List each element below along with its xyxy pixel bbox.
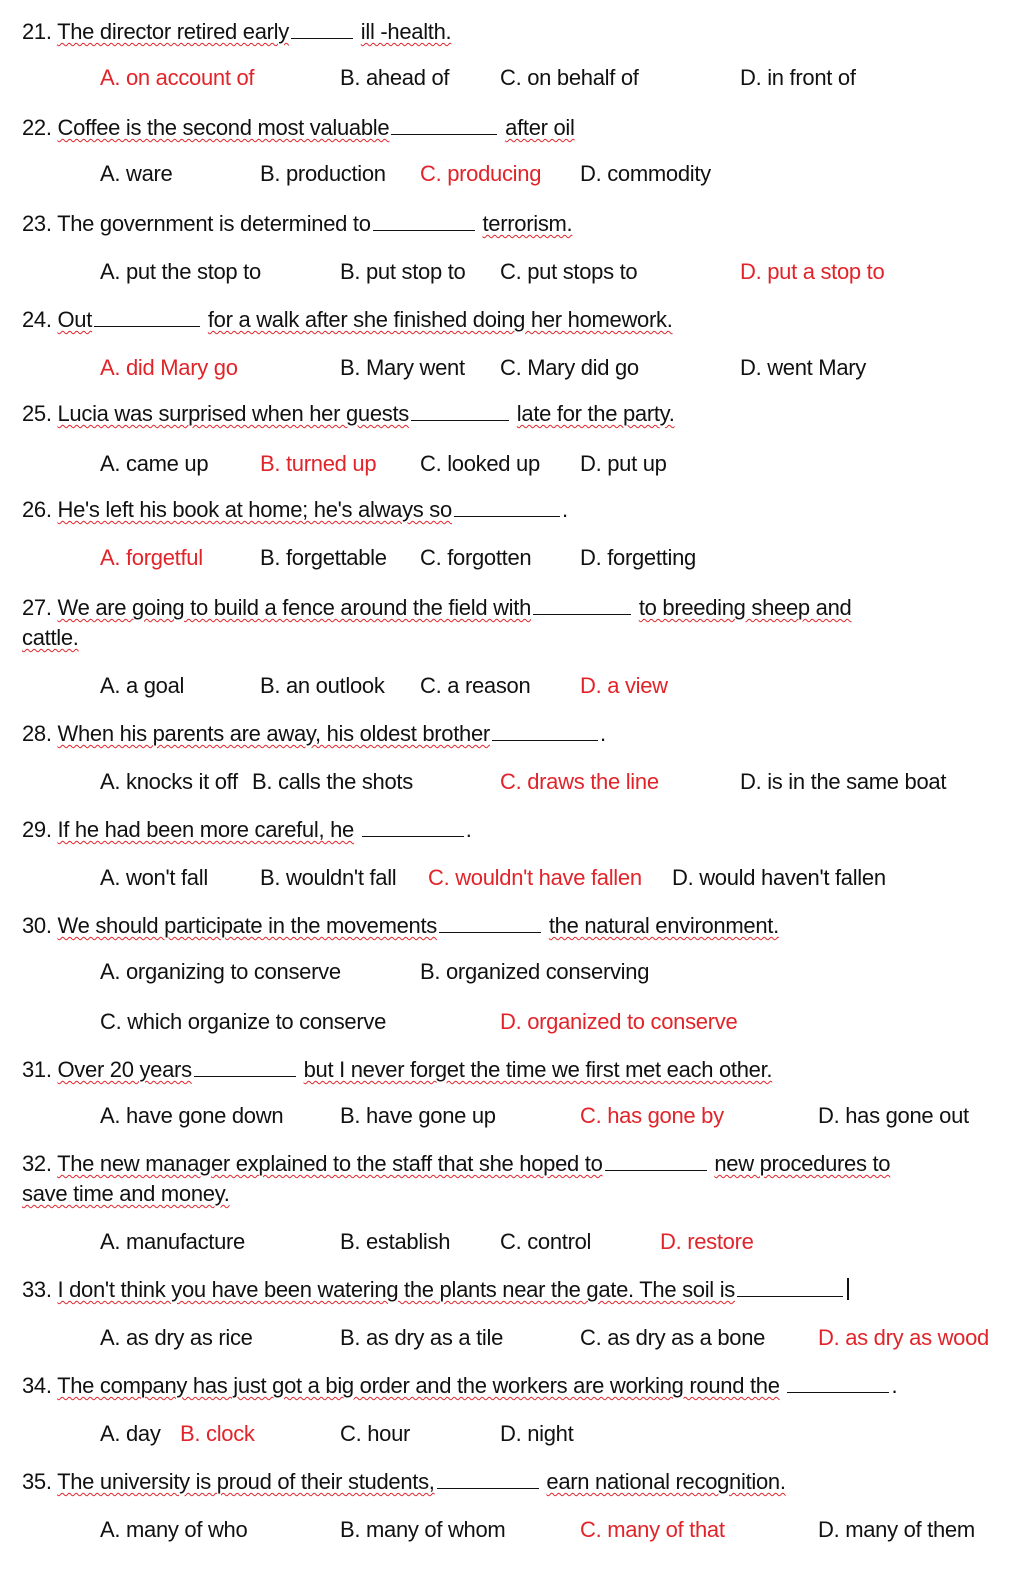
question-cont: save time and money. bbox=[22, 1181, 230, 1206]
question-number: 27. bbox=[22, 595, 52, 620]
question-23 bbox=[22, 210, 572, 238]
question-tail: . bbox=[465, 817, 472, 842]
option-34-b: B. clock bbox=[180, 1421, 255, 1446]
question-27 bbox=[22, 594, 852, 622]
option-30-c: C. which organize to conserve bbox=[100, 1009, 387, 1034]
question-number: 35. bbox=[22, 1469, 52, 1494]
question-34 bbox=[22, 1372, 897, 1400]
option-35-c: C. many of that bbox=[580, 1517, 725, 1542]
option-21-b: B. ahead of bbox=[340, 65, 450, 90]
question-stem: If he had been more careful, he bbox=[57, 817, 354, 842]
question-stem: Lucia was surprised when her guests bbox=[57, 401, 409, 426]
question-32-continuation bbox=[22, 1180, 230, 1208]
answer-blank bbox=[194, 1058, 296, 1077]
option-24-a: A. did Mary go bbox=[100, 355, 238, 380]
answer-blank bbox=[291, 20, 353, 39]
question-stem: The company has just got a big order and the workers are working round the bbox=[57, 1373, 780, 1398]
question-stem: Coffee is the second most valuable bbox=[57, 115, 390, 140]
question-stem: He's left his book at home; he's always so bbox=[57, 497, 452, 522]
answer-blank bbox=[454, 498, 560, 517]
question-tail: late for the party. bbox=[516, 401, 675, 426]
question-cont: cattle. bbox=[22, 625, 79, 650]
option-22-a: A. ware bbox=[100, 161, 173, 186]
question-number: 22. bbox=[22, 115, 52, 140]
answer-blank bbox=[492, 722, 598, 741]
question-30 bbox=[22, 912, 779, 940]
option-27-b: B. an outlook bbox=[260, 673, 385, 698]
question-number: 25. bbox=[22, 401, 52, 426]
question-stem: When his parents are away, his oldest brother bbox=[57, 721, 490, 746]
question-27-continuation bbox=[22, 624, 79, 652]
option-35-b: B. many of whom bbox=[340, 1517, 506, 1542]
option-24-d: D. went Mary bbox=[740, 355, 866, 380]
question-number: 30. bbox=[22, 913, 52, 938]
option-23-a: A. put the stop to bbox=[100, 259, 261, 284]
option-28-a: A. knocks it off bbox=[100, 769, 238, 794]
answer-blank bbox=[787, 1374, 889, 1393]
answer-blank bbox=[439, 914, 541, 933]
option-32-c: C. control bbox=[500, 1229, 592, 1254]
option-23-c: C. put stops to bbox=[500, 259, 638, 284]
option-24-c: C. Mary did go bbox=[500, 355, 639, 380]
option-21-a: A. on account of bbox=[100, 65, 255, 90]
question-29 bbox=[22, 816, 472, 844]
option-29-b: B. wouldn't fall bbox=[260, 865, 397, 890]
answer-blank bbox=[437, 1470, 539, 1489]
question-tail: ill -health. bbox=[360, 19, 452, 44]
option-31-b: B. have gone up bbox=[340, 1103, 496, 1128]
option-34-d: D. night bbox=[500, 1421, 574, 1446]
option-29-d: D. would haven't fallen bbox=[672, 865, 886, 890]
question-tail: after oil bbox=[505, 115, 575, 140]
question-25 bbox=[22, 400, 675, 428]
question-tail: for a walk after she finished doing her homework. bbox=[207, 307, 673, 332]
option-34-c: C. hour bbox=[340, 1421, 411, 1446]
option-29-a: A. won't fall bbox=[100, 865, 208, 890]
question-stem: The government is determined to bbox=[57, 211, 371, 236]
question-stem: We are going to build a fence around the field with bbox=[57, 595, 532, 620]
option-33-c: C. as dry as a bone bbox=[580, 1325, 766, 1350]
question-number: 28. bbox=[22, 721, 52, 746]
question-28 bbox=[22, 720, 606, 748]
option-23-b: B. put stop to bbox=[340, 259, 466, 284]
option-25-d: D. put up bbox=[580, 451, 667, 476]
option-33-d: D. as dry as wood bbox=[818, 1325, 989, 1350]
question-number: 33. bbox=[22, 1277, 52, 1302]
option-27-d: D. a view bbox=[580, 673, 668, 698]
option-31-c: C. has gone by bbox=[580, 1103, 724, 1128]
option-33-a: A. as dry as rice bbox=[100, 1325, 253, 1350]
answer-blank bbox=[362, 818, 464, 837]
option-35-a: A. many of who bbox=[100, 1517, 248, 1542]
option-31-d: D. has gone out bbox=[818, 1103, 969, 1128]
question-number: 23. bbox=[22, 211, 52, 236]
question-stem: We should participate in the movements bbox=[57, 913, 438, 938]
question-number: 34. bbox=[22, 1373, 52, 1398]
question-number: 24. bbox=[22, 307, 52, 332]
question-stem: The university is proud of their students, bbox=[57, 1469, 435, 1494]
option-26-b: B. forgettable bbox=[260, 545, 387, 570]
option-21-d: D. in front of bbox=[740, 65, 856, 90]
option-30-d: D. organized to conserve bbox=[500, 1009, 738, 1034]
option-28-d: D. is in the same boat bbox=[740, 769, 947, 794]
question-tail: but I never forget the time we first met each other. bbox=[303, 1057, 773, 1082]
question-tail: new procedures to bbox=[714, 1151, 891, 1176]
question-26 bbox=[22, 496, 568, 524]
question-number: 21. bbox=[22, 19, 52, 44]
option-25-b: B. turned up bbox=[260, 451, 377, 476]
option-32-d: D. restore bbox=[660, 1229, 754, 1254]
option-25-a: A. came up bbox=[100, 451, 209, 476]
answer-blank bbox=[94, 308, 200, 327]
option-31-a: A. have gone down bbox=[100, 1103, 284, 1128]
question-stem: The director retired early bbox=[57, 19, 289, 44]
option-30-a: A. organizing to conserve bbox=[100, 959, 341, 984]
option-23-d: D. put a stop to bbox=[740, 259, 885, 284]
option-21-c: C. on behalf of bbox=[500, 65, 639, 90]
question-35 bbox=[22, 1468, 786, 1496]
answer-blank bbox=[533, 596, 631, 615]
option-35-d: D. many of them bbox=[818, 1517, 975, 1542]
option-27-a: A. a goal bbox=[100, 673, 185, 698]
question-33 bbox=[22, 1276, 849, 1304]
question-stem: Out bbox=[57, 307, 93, 332]
option-25-c: C. looked up bbox=[420, 451, 540, 476]
option-28-b: B. calls the shots bbox=[252, 769, 413, 794]
option-26-c: C. forgotten bbox=[420, 545, 532, 570]
option-30-b: B. organized conserving bbox=[420, 959, 650, 984]
option-34-a: A. day bbox=[100, 1421, 161, 1446]
answer-blank bbox=[605, 1152, 707, 1171]
question-tail: to breeding sheep and bbox=[638, 595, 852, 620]
question-number: 32. bbox=[22, 1151, 52, 1176]
option-22-b: B. production bbox=[260, 161, 386, 186]
question-tail: the natural environment. bbox=[548, 913, 779, 938]
question-number: 26. bbox=[22, 497, 52, 522]
text-cursor bbox=[847, 1278, 849, 1300]
question-tail: . bbox=[599, 721, 606, 746]
question-tail: earn national recognition. bbox=[546, 1469, 786, 1494]
option-26-d: D. forgetting bbox=[580, 545, 696, 570]
option-26-a: A. forgetful bbox=[100, 545, 203, 570]
question-31 bbox=[22, 1056, 772, 1084]
question-stem: Over 20 years bbox=[57, 1057, 192, 1082]
question-32 bbox=[22, 1150, 890, 1178]
question-21 bbox=[22, 18, 451, 46]
answer-blank bbox=[411, 402, 509, 421]
answer-blank bbox=[391, 116, 497, 135]
question-stem: I don't think you have been watering the plants near the gate. The soil is bbox=[57, 1277, 735, 1302]
option-32-a: A. manufacture bbox=[100, 1229, 245, 1254]
option-27-c: C. a reason bbox=[420, 673, 531, 698]
option-32-b: B. establish bbox=[340, 1229, 451, 1254]
question-number: 31. bbox=[22, 1057, 52, 1082]
question-tail: terrorism. bbox=[482, 211, 573, 236]
question-tail: . bbox=[891, 1373, 898, 1398]
question-number: 29. bbox=[22, 817, 52, 842]
option-33-b: B. as dry as a tile bbox=[340, 1325, 504, 1350]
option-22-c: C. producing bbox=[420, 161, 542, 186]
answer-blank bbox=[373, 212, 475, 231]
question-22 bbox=[22, 114, 575, 142]
question-24 bbox=[22, 306, 673, 334]
option-29-c: C. wouldn't have fallen bbox=[428, 865, 642, 890]
question-stem: The new manager explained to the staff that she hoped to bbox=[57, 1151, 603, 1176]
answer-blank bbox=[737, 1278, 843, 1297]
option-24-b: B. Mary went bbox=[340, 355, 465, 380]
option-22-d: D. commodity bbox=[580, 161, 711, 186]
option-28-c: C. draws the line bbox=[500, 769, 659, 794]
question-tail: . bbox=[561, 497, 568, 522]
